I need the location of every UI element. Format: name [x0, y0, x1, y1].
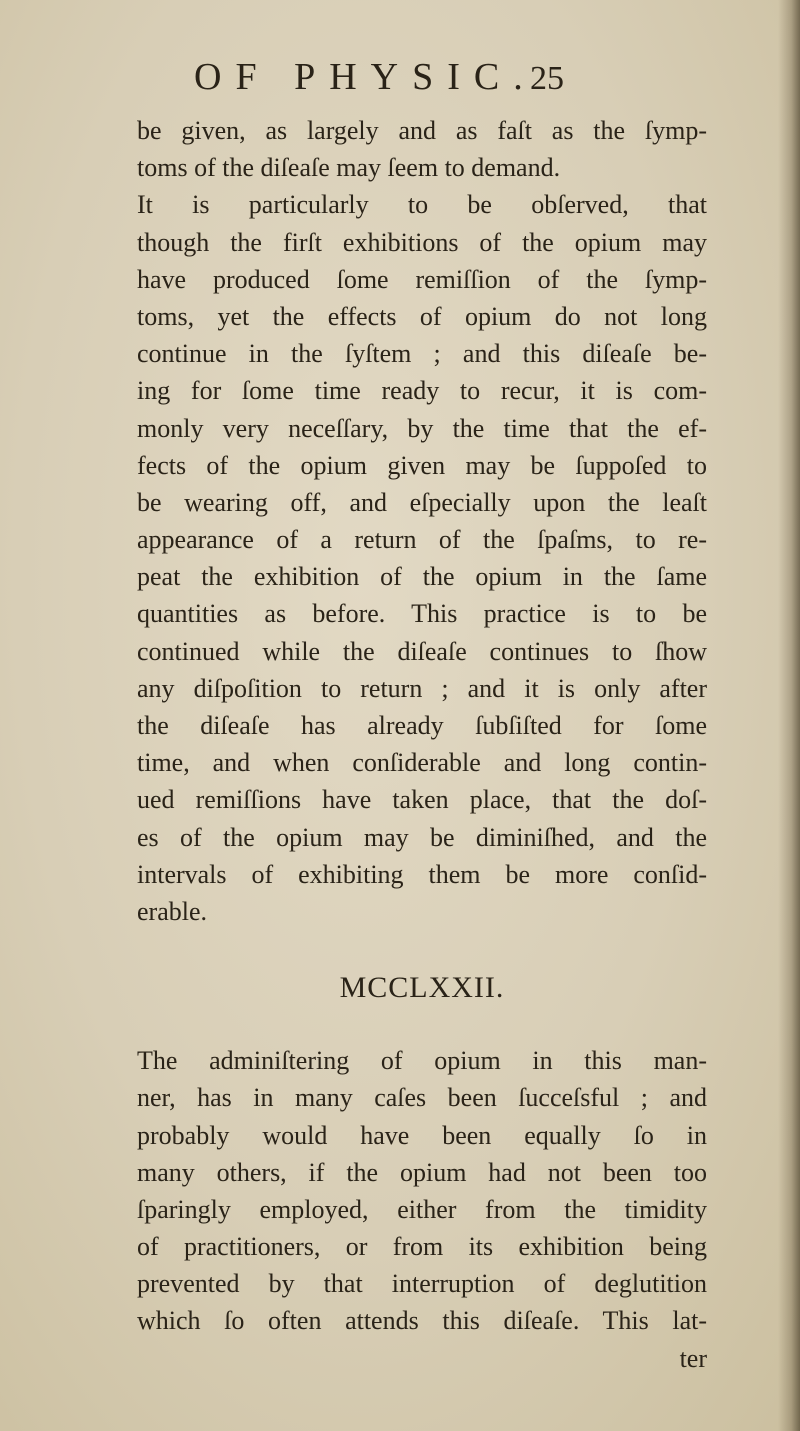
text-line: be given, as largely and as faſt as the ſymp-	[137, 116, 707, 145]
section-heading: MCCLXXII.	[339, 971, 505, 1005]
text-line: monly very neceſſary, by the time that the ef-	[137, 413, 707, 443]
text-line: continue in the ſyſtem ; and this diſeaſe be-	[137, 339, 707, 369]
running-head	[194, 52, 564, 102]
text-line: appearance of a return of the ſpaſms, to re-	[137, 525, 707, 555]
text-line: intervals of exhibiting them be more conſid-	[137, 859, 707, 889]
text-line: probably would have been equally ſo in	[137, 1120, 707, 1150]
text-line: of practitioners, or from its exhibition being	[137, 1232, 707, 1262]
text-line: es of the opium may be diminiſhed, and the	[137, 822, 707, 852]
text-line: prevented by that interruption of deglutition	[137, 1269, 707, 1299]
text-line: It is particularly to be obſerved, that	[137, 190, 707, 220]
text-line: though the firſt exhibitions of the opium may	[137, 227, 707, 257]
paragraph-1	[137, 112, 707, 186]
paragraph-2	[137, 186, 707, 930]
text-line: have produced ſome remiſſion of the ſymp-	[137, 264, 707, 294]
text-line: ner, has in many caſes been ſucceſsful ; and	[137, 1083, 707, 1113]
text-line: which ſo often attends this diſeaſe. This lat-	[137, 1306, 707, 1336]
paragraph-3	[137, 1042, 707, 1340]
page-number: 25	[530, 60, 564, 97]
text-line: ſparingly employed, either from the timidity	[137, 1194, 707, 1224]
text-line: quantities as before. This practice is to be	[137, 599, 707, 629]
running-head-title: OF PHYSIC.	[194, 56, 537, 98]
text-line: time, and when conſiderable and long contin-	[137, 748, 707, 778]
text-line: peat the exhibition of the opium in the ſame	[137, 562, 707, 592]
text-line: continued while the diſeaſe continues to ſhow	[137, 636, 707, 666]
text-line: ing for ſome time ready to recur, it is com-	[137, 376, 707, 406]
text-line: erable.	[137, 896, 208, 926]
text-line: the diſeaſe has already ſubſiſted for ſome	[137, 711, 707, 740]
text-line: any diſpoſition to return ; and it is only after	[137, 673, 707, 703]
text-line: many others, if the opium had not been too	[137, 1157, 707, 1187]
text-line: toms of the diſeaſe may ſeem to demand.	[137, 153, 561, 183]
text-line: ued remiſſions have taken place, that the doſ-	[137, 785, 707, 815]
text-line: fects of the opium given may be ſuppoſed to	[137, 450, 707, 480]
body-text	[137, 112, 707, 1377]
text-line: toms, yet the effects of opium do not long	[137, 301, 707, 331]
text-line: be wearing off, and eſpecially upon the leaſt	[137, 487, 707, 517]
text-line: The adminiſtering of opium in this man-	[137, 1046, 707, 1076]
page-edge-shadow	[778, 0, 800, 1431]
catchword: ter	[679, 1343, 707, 1373]
